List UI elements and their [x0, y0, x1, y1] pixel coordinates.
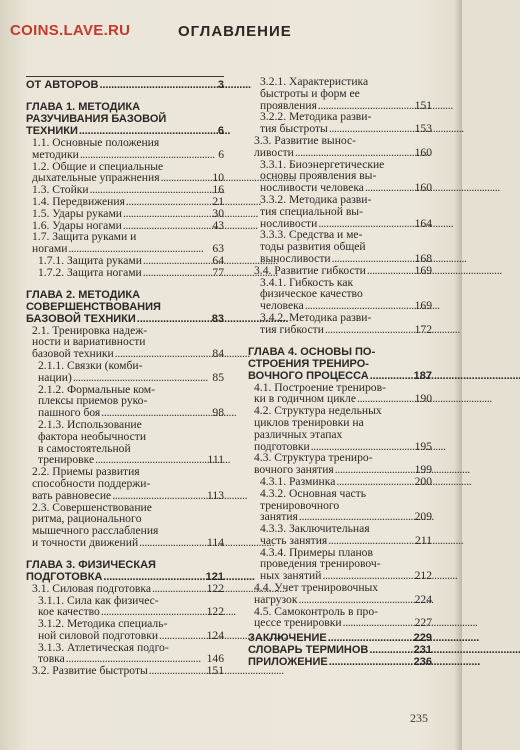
toc-section-entry [248, 76, 432, 111]
toc-entry-text: 1.7.1. Защита руками [38, 253, 142, 267]
toc-entry-text: носливости [260, 216, 318, 230]
toc-entry-text: 3.2. Развитие быстроты [32, 664, 148, 678]
dot-leader [332, 253, 414, 265]
toc-entry-text: 4.3.4. Примеры планов [260, 545, 373, 559]
dot-leader [112, 490, 206, 502]
toc-section-entry [248, 194, 432, 229]
toc-section-entry [248, 547, 432, 582]
toc-section-entry [248, 606, 432, 630]
toc-entry-text: ПРИЛОЖЕНИЕ [248, 656, 328, 669]
dot-leader [159, 630, 206, 642]
toc-section-entry [26, 419, 224, 466]
toc-page-number: 114 [207, 535, 224, 549]
toc-entry-text: тренировке [38, 453, 95, 467]
toc-entry-text: ГЛАВА 1. МЕТОДИКА [26, 101, 141, 113]
toc-page-number: 212 [414, 569, 432, 583]
toc-page-number: 229 [413, 632, 432, 645]
toc-left-column [26, 76, 224, 677]
toc-entry-text: 2.1.3. Использование [38, 417, 142, 431]
toc-page-number: 98 [212, 406, 224, 420]
toc-entry-text: 2.3. Совершенствование [32, 500, 152, 514]
toc-entry-text: плексы приемов руко- [38, 394, 148, 408]
toc-entry-text: мышечного расслабления [32, 524, 159, 538]
toc-page-number: 122 [206, 605, 224, 619]
toc-section-entry [248, 405, 432, 452]
toc-entry-text: способности поддержи- [32, 476, 151, 490]
toc-entry-text: 3.2.1. Характеристика [260, 75, 369, 88]
toc-section-entry [248, 111, 432, 135]
dot-leader [139, 537, 206, 549]
toc-section-entry [26, 642, 224, 666]
toc-entry-text: нации) [38, 370, 72, 384]
toc-page-number: 21 [212, 194, 224, 208]
toc-page-number: 151 [414, 98, 432, 112]
toc-section-entry [248, 488, 432, 523]
toc-right-entries [248, 76, 432, 668]
toc-section-entry [26, 466, 224, 501]
toc-entry-text: ногами [32, 242, 68, 256]
toc-page-number: 111 [207, 453, 224, 467]
toc-entry-text: проведения тренировоч- [260, 557, 381, 571]
toc-page-number: 6 [217, 125, 224, 137]
toc-chapter-entry [26, 101, 224, 137]
toc-page-number: 164 [414, 216, 432, 230]
toc-entry-text: 2.1.2. Формальные ком- [38, 382, 155, 396]
toc-page-number: 199 [414, 463, 432, 477]
dot-leader [100, 79, 217, 91]
toc-page-number: 160 [414, 181, 432, 195]
toc-entry-text: дыхательные упражнения [32, 171, 160, 185]
toc-entry-text: 3.2.2. Методика разви- [260, 110, 372, 124]
dot-leader [143, 255, 211, 267]
toc-entry-text: 4.2. Структура недельных [254, 404, 382, 418]
toc-section-entry [26, 196, 224, 208]
toc-entry-text: выносливости [260, 251, 331, 265]
toc-entry-text: 3.4.1. Гибкость как [260, 275, 354, 289]
dot-leader [369, 644, 412, 656]
toc-page-number: 168 [414, 251, 432, 265]
dot-leader [299, 594, 414, 606]
toc-page-number: 236 [413, 656, 432, 669]
toc-entry-text: РАЗУЧИВАНИЯ БАЗОВОЙ [26, 113, 167, 125]
toc-entry-text: человека [260, 299, 304, 313]
toc-entry-text: основы проявления вы- [260, 169, 377, 183]
toc-page-number: 231 [413, 644, 432, 657]
dot-leader [73, 372, 212, 384]
toc-entry-text: цессе тренировки [254, 616, 342, 630]
toc-entry-text: 3.1.1. Сила как физичес- [38, 593, 159, 607]
toc-entry-text: 1.4. Передвижения [32, 194, 125, 208]
toc-chapter-entry [26, 559, 224, 583]
toc-section-entry [26, 137, 224, 161]
dot-leader [103, 571, 204, 583]
toc-section-entry [26, 208, 224, 220]
toc-entry-text: 2.1.1. Связки (комби- [38, 358, 143, 372]
toc-page-number: 169 [414, 263, 432, 277]
toc-page-number: 113 [207, 488, 224, 502]
toc-entry-text: ной силовой подготовки [38, 628, 159, 642]
toc-entry-text: тоды развития общей [260, 240, 366, 254]
toc-entry-text: быстроты и форм ее [260, 86, 360, 100]
toc-entry-text: 3.1. Силовая подготовка [32, 581, 151, 595]
toc-entry-text: ки в годичном цикле [254, 392, 356, 406]
toc-page-number: 63 [212, 242, 224, 256]
toc-section-entry [26, 360, 224, 384]
toc-entry-text: ных занятий [260, 569, 322, 583]
toc-entry-text: ВОЧНОГО ПРОЦЕССА [248, 369, 369, 382]
toc-section-entry [248, 265, 432, 277]
dot-leader [143, 267, 212, 279]
toc-entry-text: 1.5. Удары руками [32, 206, 122, 220]
toc-entry-text: в самостоятельной [38, 441, 131, 455]
toc-page-number: 151 [206, 664, 224, 678]
toc-entry-text: различных этапах [254, 427, 343, 441]
toc-entry-text: часть занятия [260, 533, 328, 547]
toc-entry-text: 3.3. Развитие вынос- [254, 133, 357, 147]
toc-entry-text: 1.6. Удары ногами [32, 218, 122, 232]
toc-entry-text: носливости человека [260, 181, 364, 195]
page-number: 235 [410, 711, 428, 725]
toc-entry-text: физическое качество [260, 287, 363, 301]
toc-entry-text: ПОДГОТОВКА [26, 570, 103, 583]
toc-entry-text: ливости [254, 145, 294, 159]
toc-entry-text: СОВЕРШЕНСТВОВАНИЯ [26, 300, 161, 313]
toc-section-entry [248, 582, 432, 606]
toc-entry-text: 4.3.3. Заключительная [260, 522, 370, 536]
toc-page-number: 3 [217, 79, 224, 91]
dot-leader [365, 182, 414, 194]
toc-entry-text: 4.3.1. Разминка [260, 474, 336, 488]
dot-leader [329, 656, 413, 668]
toc-entry-text: подготовки [254, 439, 310, 453]
watermark: COINS.LAVE.RU [10, 22, 131, 39]
toc-page-number: 121 [205, 570, 224, 583]
toc-chapter-entry [248, 346, 432, 382]
toc-page-number: 172 [414, 322, 432, 336]
toc-entry-text: 4.5. Самоконтроль в про- [254, 604, 378, 618]
toc-page-number: 16 [212, 183, 224, 197]
dot-leader [328, 632, 413, 644]
dot-leader [370, 370, 413, 382]
toc-entry-text: пашного боя [38, 406, 101, 420]
toc-section-entry [26, 384, 224, 419]
dot-leader [343, 617, 414, 629]
toc-entry-text: 3.3.3. Средства и ме- [260, 228, 363, 242]
toc-section-entry [26, 595, 224, 619]
toc-entry-text: ЗАКЛЮЧЕНИЕ [248, 632, 327, 645]
toc-entry-text: СЛОВАРЬ ТЕРМИНОВ [248, 644, 369, 657]
toc-page-number: 85 [212, 370, 224, 384]
toc-page-number: 43 [212, 218, 224, 232]
toc-entry-text: 1.7.2. Защита ногами [38, 265, 142, 279]
toc-section-entry [248, 229, 432, 264]
toc-page-number: 146 [206, 652, 224, 666]
toc-entry-text: и точности движений [32, 535, 139, 549]
toc-entry-text: 3.3.2. Методика разви- [260, 192, 372, 206]
dot-leader [149, 665, 206, 677]
toc-entry-text: СТРОЕНИЯ ТРЕНИРО- [248, 357, 369, 370]
toc-chapter-entry [248, 632, 432, 644]
dot-leader [80, 149, 217, 161]
toc-page-number: 122 [206, 581, 224, 595]
toc-page-number: 227 [414, 616, 432, 630]
toc-section-entry [26, 255, 224, 267]
toc-entry-text: 1.3. Стойки [32, 183, 89, 197]
toc-section-entry [26, 231, 224, 255]
toc-page-number: 190 [414, 392, 432, 406]
toc-page-number: 77 [212, 265, 224, 279]
toc-entry-text: ГЛАВА 2. МЕТОДИКА [26, 288, 141, 301]
toc-entry-text: 3.4. Развитие гибкости [254, 263, 366, 277]
toc-entry-text: ритма, рациональногo [32, 512, 142, 526]
section-gap [26, 91, 224, 101]
toc-section-entry [26, 665, 224, 677]
toc-section-entry [248, 135, 432, 159]
dot-leader [336, 476, 413, 488]
toc-page-number: 224 [414, 592, 432, 606]
toc-section-entry [248, 382, 432, 406]
toc-entry-text: ТЕХНИКИ [26, 125, 78, 137]
toc-section-entry [248, 476, 432, 488]
toc-entry-text: тренировочного [260, 498, 340, 512]
toc-page-number: 160 [414, 145, 432, 159]
toc-chapter-entry [26, 79, 224, 91]
toc-page-number: 169 [414, 299, 432, 313]
dot-leader [325, 324, 414, 336]
toc-page-number: 211 [415, 533, 432, 547]
toc-entry-text: 1.2. Общие и специальные [32, 159, 164, 173]
section-gap [26, 279, 224, 289]
toc-entry-text: методики [32, 147, 79, 161]
toc-entry-text: 4.3. Структура трениро- [254, 451, 373, 465]
toc-entry-text: вочного занятия [254, 463, 334, 477]
toc-section-entry [248, 277, 432, 312]
toc-entry-text: БАЗОВОЙ ТЕХНИКИ [26, 312, 136, 325]
toc-entry-text: ГЛАВА 4. ОСНОВЫ ПО- [248, 345, 376, 358]
toc-entry-text: фактора необычности [38, 429, 147, 443]
toc-section-entry [248, 452, 432, 476]
toc-entry-text: 2.1. Тренировка надеж- [32, 323, 148, 337]
toc-page-number: 83 [211, 312, 224, 325]
toc-entry-text: 3.3.1. Биоэнергетические [260, 157, 385, 171]
toc-entry-text: кое качество [38, 605, 100, 619]
toc-page-number: 10 [212, 171, 224, 185]
dot-leader [328, 535, 414, 547]
section-gap [248, 336, 432, 346]
page-title: ОГЛАВЛЕНИЕ [178, 23, 292, 40]
toc-section-entry [248, 523, 432, 547]
toc-entry-text: проявления [260, 98, 317, 112]
toc-entry-text: вать равновесие [32, 488, 112, 502]
toc-entry-text: базовой техники [32, 347, 114, 361]
dot-leader [137, 313, 211, 325]
toc-entry-text: товка [38, 652, 65, 666]
dot-leader [123, 220, 212, 232]
section-gap [26, 549, 224, 559]
toc-page-number: 195 [414, 439, 432, 453]
toc-entry-text: тия быстроты [260, 122, 328, 136]
toc-section-entry [248, 312, 432, 336]
toc-left-entries [26, 79, 224, 677]
toc-page-number: 187 [413, 369, 432, 382]
toc-section-entry [26, 267, 224, 279]
toc-section-entry [26, 583, 224, 595]
toc-chapter-entry [26, 289, 224, 325]
toc-entry-text: 4.1. Построение трениров- [254, 380, 386, 394]
toc-entry-text: 4.3.2. Основная часть [260, 486, 367, 500]
dot-leader [367, 265, 414, 277]
toc-entry-text: 3.1.3. Атлетическая подго- [38, 640, 169, 654]
toc-entry-text: тия специальной вы- [260, 204, 363, 218]
toc-entry-text: 3.1.2. Методика специаль- [38, 617, 168, 631]
toc-entry-text: тия гибкости [260, 322, 324, 336]
dot-leader [152, 583, 206, 595]
toc-page-number: 84 [212, 347, 224, 361]
toc-page-number: 64 [212, 253, 224, 267]
toc-entry-text: 1.7. Защита руками и [32, 230, 137, 244]
toc-entry-text: ности и вариативности [32, 335, 146, 349]
dot-leader [126, 196, 211, 208]
toc-entry-text: ОТ АВТОРОВ [26, 79, 99, 91]
dot-leader [123, 208, 211, 220]
toc-entry-text: нагрузок [254, 592, 298, 606]
toc-section-entry [26, 502, 224, 549]
toc-page-number: 124 [206, 628, 224, 642]
toc-page-number: 200 [414, 474, 432, 488]
toc-chapter-entry [248, 644, 432, 656]
dot-leader [295, 147, 414, 159]
toc-entry-text: циклов тренировки на [254, 415, 364, 429]
toc-chapter-entry [248, 656, 432, 668]
toc-section-entry [26, 325, 224, 360]
toc-section-entry [26, 161, 224, 185]
toc-page-number: 6 [218, 147, 224, 161]
toc-entry-text: занятия [260, 510, 298, 524]
toc-page-number: 209 [414, 510, 432, 524]
toc-page-number: 153 [414, 122, 432, 136]
toc-entry-text: 1.1. Основные положения [32, 136, 160, 149]
toc-right-column [248, 76, 432, 668]
top-rule [26, 76, 224, 77]
toc-entry-text: 2.2. Приемы развития [32, 465, 140, 479]
page-edge-shadow [454, 0, 462, 750]
toc-page-number: 30 [212, 206, 224, 220]
toc-entry-text: 3.4.2. Методика разви- [260, 310, 372, 324]
toc-entry-text: ГЛАВА 3. ФИЗИЧЕСКАЯ [26, 558, 156, 571]
toc-section-entry [248, 159, 432, 194]
toc-section-entry [26, 618, 224, 642]
toc-entry-text: 4.4. Учет тренировочных [254, 581, 379, 595]
